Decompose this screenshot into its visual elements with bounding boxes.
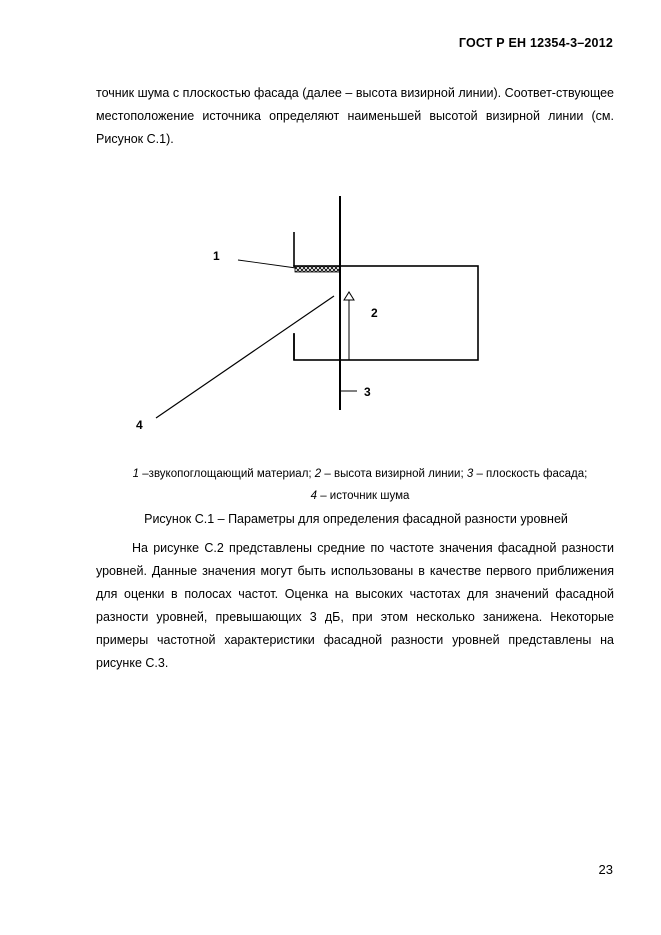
document-code-header: ГОСТ Р ЕН 12354-3–2012 [458, 36, 613, 50]
figure-legend-line-2 [60, 485, 660, 507]
legend-num-2: 2 [314, 468, 322, 480]
legend-num-1: 1 [132, 468, 140, 480]
sight-line [156, 296, 334, 418]
legend-text-4: – источник шума [317, 490, 410, 502]
page-number: 23 [598, 862, 613, 877]
legend-text-1: –звукопоглощающий материал; [139, 468, 315, 480]
figure-label-4: 4 [136, 418, 143, 432]
figure-caption: Рисунок С.1 – Параметры для определения фасадной разности уровней [144, 512, 568, 526]
height-arrow-head [344, 292, 354, 300]
figure-label-2: 2 [371, 306, 378, 320]
legend-num-3: 3 [466, 468, 474, 480]
leader-1 [238, 260, 296, 268]
legend-num-4: 4 [310, 490, 317, 502]
figure-label-1: 1 [213, 249, 220, 263]
paragraph-body: На рисунке С.2 представлены средние по частоте значения фасадной разности уровней. Данные значения могут быть использованы в качестве первого приближения для оценки в полосах частот. Оценка на высоких частотах для значений фасадной разности уровней, превышающих 3 дБ, при этом несколько занижена. Некоторые примеры частотной характеристики фасадной разности уровней представлены на рисунке С.3. [96, 541, 614, 670]
balcony-box [294, 266, 478, 360]
figure-legend-line-1 [60, 463, 660, 485]
legend-text-2: – высота визирной линии; [321, 468, 467, 480]
legend-text-3: – плоскость фасада; [473, 468, 588, 480]
figure-label-3: 3 [364, 385, 371, 399]
paragraph-top: точник шума с плоскостью фасада (далее – высота визирной линии). Соответ-ствующее местоположение источника определяют наименьшей высотой визирной линии (см. Рисунок С.1). [96, 86, 614, 146]
absorbing-material [295, 266, 340, 272]
